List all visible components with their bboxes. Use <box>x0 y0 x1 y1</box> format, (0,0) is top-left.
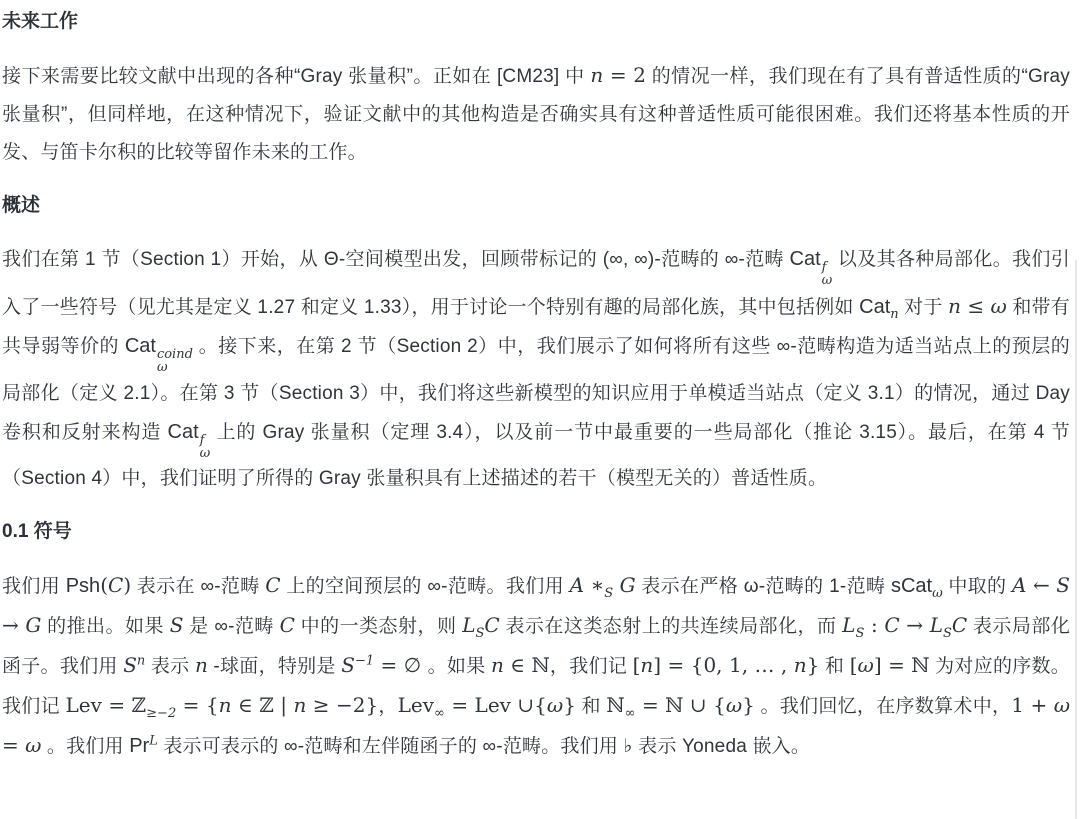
heading-notation: 0.1 符号 <box>2 521 72 543</box>
paragraph-overview: 我们在第 1 节（Section 1）开始，从 Θ-空间模型出发，回顾带标记的 (∞, ∞)-范畴的 ∞-范畴 Cat f ω 以及其各种局部化。我们引入了一些符号（见尤其是定义 1.27 和定义 1.33），用于讨论一个特别有趣的局部化族，其中包括例如 Cat$_n$ 对于 n ≤ ω 和带有共导弱等价的 Cat coind ω 。接下来，在第 2 节（Section 2）中，我们展示了如何将所有这些 ∞-范畴构造为适当站点上的预层的局部化（定义 2.1）。在第 3 节（Section 3）中，我们将这些新模型的知识应用于单模适当站点（定义 3.1）的情况，通过 Day 卷积和反射来构造 Cat f ω 上的 Gray 张量积（定理 3.4），以及前一节中最重要的一些局部化（推论 3.15）。最后，在第 4 节（Section 4）中，我们证明了所得的 Gray 张量积具有上述描述的若干（模型无关的）普适性质。 <box>2 248 1070 490</box>
paragraph-future-work: 接下来需要比较文献中出现的各种“Gray 张量积”。正如在 [CM23] 中 n = 2 的情况一样，我们现在有了具有普适性质的“Gray 张量积”，但同样地，在这种情况下，验证文献中的其他构造是否确实具有这种普适性质可能很困难。我们还将基本性质的开发、与笛卡尔积的比较等留作未来的工作。 <box>2 63 1071 163</box>
paragraph-notation: 我们用 Psh(C) 表示在 ∞-范畴 C 上的空间预层的 ∞-范畴。我们用 A $∗_S$ G 表示在严格 ω-范畴的 1-范畴 sCat$_\omega$ 中取的 A ← S → G 的推出。如果 S 是 ∞-范畴 C 中的一类态射，则 $L_SC$ 表示在这类态射上的共连续局部化，而 $L_S$ : $C \to L_SC$ 表示局部化函子。我们用 $S^n$ 表示 n -球面，特别是 $S^{-1}$ = ∅ 。如果 n ∈ ℕ，我们记 [n] = {0, 1, … , n} 和 [ω] = ℕ 为对应的序数。我们记 Lev = ℤ$_{\ge-2}$ = {n ∈ ℤ | n ≥ −2}，Lev$_\infty$ = Lev ∪{ω} 和 ℕ$_\infty$ = ℕ ∪ {ω} 。我们回忆，在序数算术中，1 + ω = ω 。我们用 $Pr^L$ 表示可表示的 ∞-范畴和左伴随函子的 ∞-范畴。我们用 ♭ 表示 Yoneda 嵌入。 <box>2 573 1071 758</box>
heading-future-work: 未来工作 <box>2 11 79 32</box>
scrollbar[interactable] <box>1075 260 1077 819</box>
heading-overview: 概述 <box>2 195 41 216</box>
